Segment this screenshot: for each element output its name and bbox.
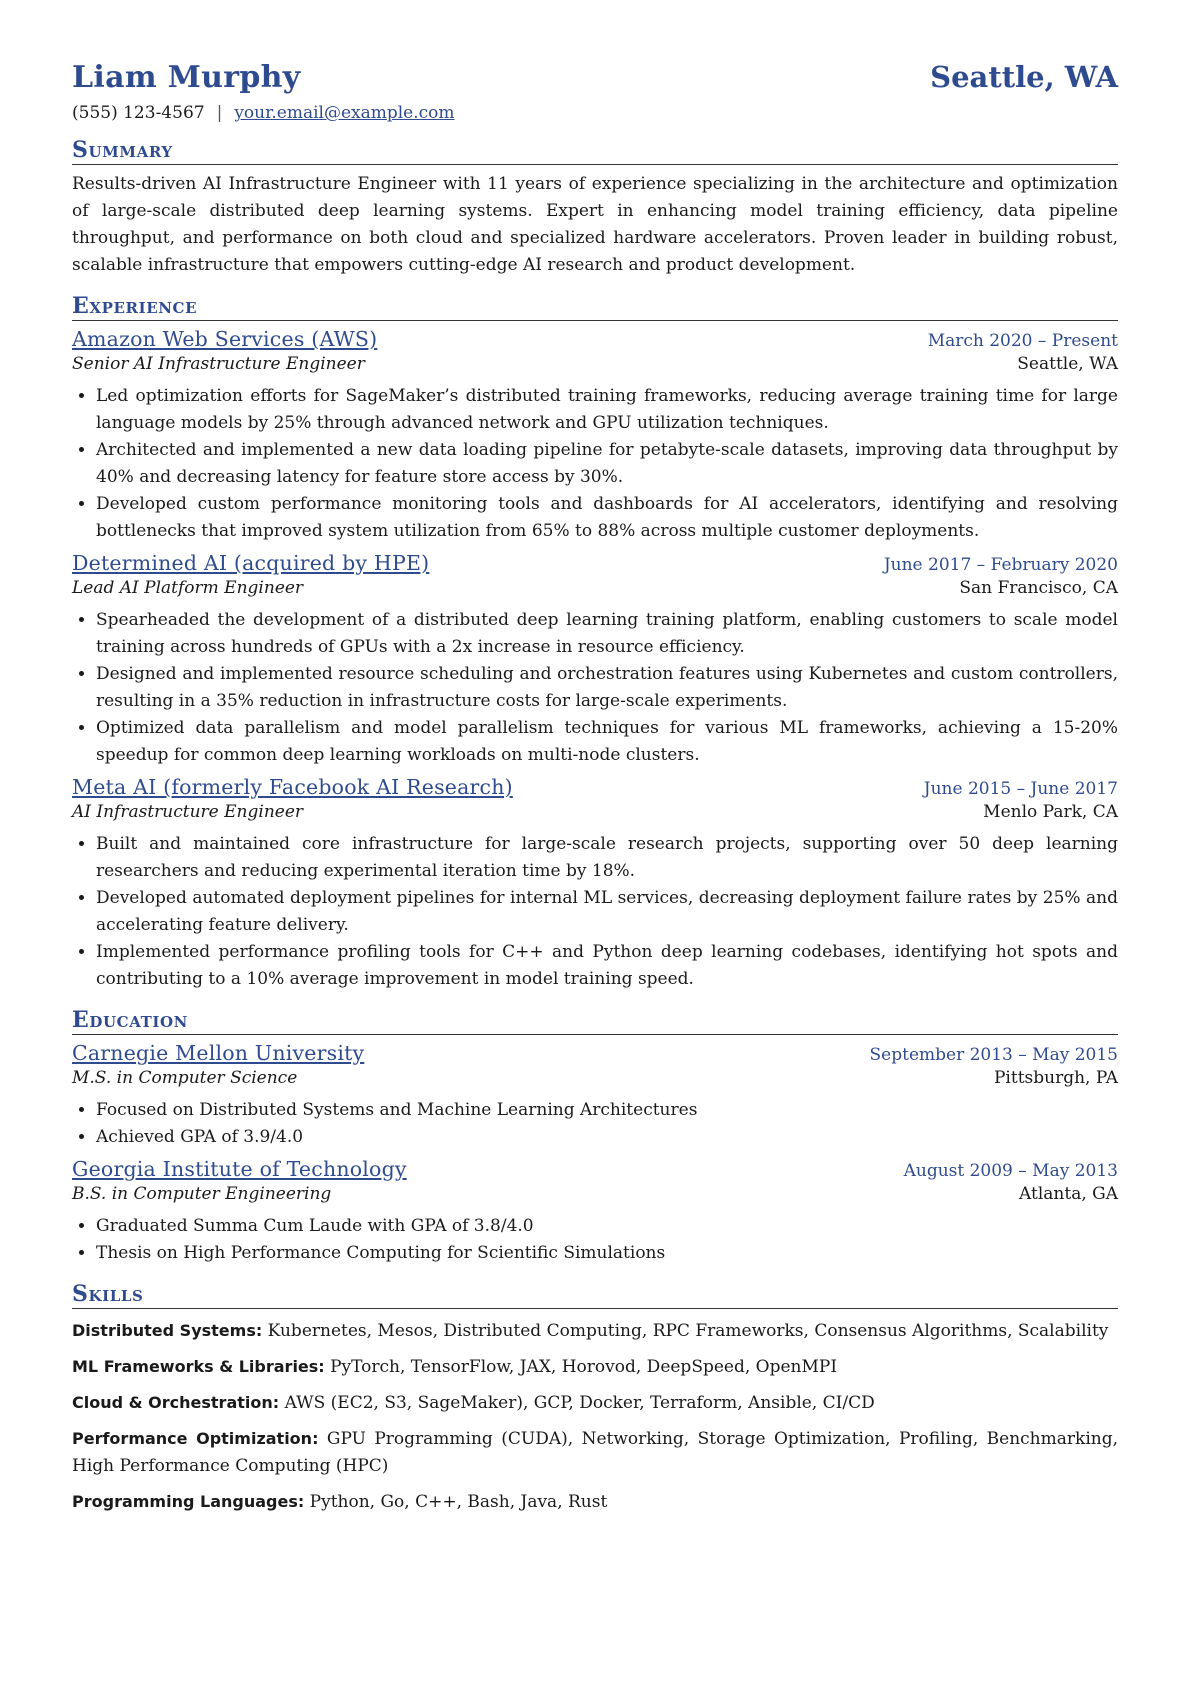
skill-label: Performance Optimization: [72, 1429, 319, 1448]
skill-label: Cloud & Orchestration: [72, 1393, 280, 1412]
experience-heading: Experience [72, 293, 1118, 321]
experience-entry-aws [72, 327, 1118, 545]
list-item: • Thesis on High Performance Computing for Scientific Simulations [96, 1240, 1118, 1267]
education-bullets [72, 1097, 1118, 1151]
education-dates: September 2013 – May 2015 [869, 1045, 1118, 1065]
list-item: • Designed and implemented resource scheduling and orchestration features using Kubernetes and custom controllers, resulting in a 35% reduction in infrastructure costs for large-scale experiments. [96, 661, 1118, 715]
summary-text: Results-driven AI Infrastructure Engineer with 11 years of experience specializing in the architecture and optimization of large-scale distributed deep learning systems. Expert in enhancing model training efficiency, data pipeline throughput, and performance on both cloud and specialized hardware accelerators. Proven leader in building robust, scalable infrastructure that empowers cutting-edge AI research and product development. [72, 174, 1118, 275]
education-place: Pittsburgh, PA [993, 1068, 1118, 1088]
skill-row-distributed-systems [72, 1317, 1118, 1345]
experience-entry-determined [72, 551, 1118, 769]
header [72, 60, 1118, 95]
list-item: • Optimized data parallelism and model parallelism techniques for various ML frameworks, achieving a 15-20% speedup for common deep learning workloads on multi-node clusters. [96, 715, 1118, 769]
experience-dates: June 2017 – February 2020 [883, 555, 1118, 575]
candidate-location: Seattle, WA [930, 60, 1118, 94]
list-item: • Achieved GPA of 3.9/4.0 [96, 1124, 1118, 1151]
list-item: • Implemented performance profiling tools for C++ and Python deep learning codebases, identifying hot spots and contributing to a 10% average improvement in model training speed. [96, 939, 1118, 993]
education-dates: August 2009 – May 2013 [903, 1161, 1118, 1181]
list-item: • Spearheaded the development of a distributed deep learning training platform, enabling customers to scale model training across hundreds of GPUs with a 2x increase in resource efficiency. [96, 607, 1118, 661]
education-place: Atlanta, GA [1019, 1184, 1118, 1204]
experience-bullets [72, 383, 1118, 545]
experience-bullets [72, 607, 1118, 769]
skills-heading: Skills [72, 1281, 1118, 1309]
experience-entry-meta [72, 775, 1118, 993]
education-org-link[interactable]: Carnegie Mellon University [72, 1041, 365, 1065]
experience-dates: June 2015 – June 2017 [923, 779, 1118, 799]
skill-label: ML Frameworks & Libraries: [72, 1357, 325, 1376]
experience-role: AI Infrastructure Engineer [72, 802, 304, 822]
education-entry-cmu [72, 1041, 1118, 1151]
summary-heading: Summary [72, 137, 1118, 165]
experience-org-link[interactable]: Amazon Web Services (AWS) [72, 327, 378, 351]
education-org-link[interactable]: Georgia Institute of Technology [72, 1157, 407, 1181]
skill-row-ml-frameworks [72, 1353, 1118, 1381]
skill-value: Python, Go, C++, Bash, Java, Rust [309, 1492, 608, 1512]
experience-dates: March 2020 – Present [927, 331, 1118, 351]
experience-bullets [72, 831, 1118, 993]
experience-role: Lead AI Platform Engineer [72, 578, 304, 598]
education-degree: M.S. in Computer Science [72, 1068, 298, 1088]
education-entry-gatech [72, 1157, 1118, 1267]
education-bullets [72, 1213, 1118, 1267]
list-item: • Focused on Distributed Systems and Machine Learning Architectures [96, 1097, 1118, 1124]
education-degree: B.S. in Computer Engineering [72, 1184, 332, 1204]
phone-number: (555) 123-4567 [72, 103, 205, 123]
contact-line [72, 103, 1118, 123]
list-item: • Led optimization efforts for SageMaker’s distributed training frameworks, reducing average training time for large language models by 25% through advanced network and GPU utilization techniques. [96, 383, 1118, 437]
list-item: • Architected and implemented a new data loading pipeline for petabyte-scale datasets, improving data throughput by 40% and decreasing latency for feature store access by 30%. [96, 437, 1118, 491]
experience-org-link[interactable]: Determined AI (acquired by HPE) [72, 551, 430, 575]
skill-value: PyTorch, TensorFlow, JAX, Horovod, DeepSpeed, OpenMPI [330, 1357, 838, 1377]
skill-value: GPU Programming (CUDA), Networking, Storage Optimization, Profiling, Benchmarking, High Performance Computing (HPC) [72, 1429, 1118, 1476]
skill-value: Kubernetes, Mesos, Distributed Computing, RPC Frameworks, Consensus Algorithms, Scalability [267, 1321, 1109, 1341]
list-item: • Built and maintained core infrastructure for large-scale research projects, supporting over 50 deep learning researchers and reducing experimental iteration time by 18%. [96, 831, 1118, 885]
contact-separator: | [216, 103, 223, 123]
experience-role: Senior AI Infrastructure Engineer [72, 354, 365, 374]
skill-row-cloud [72, 1389, 1118, 1417]
education-heading: Education [72, 1007, 1118, 1035]
skill-row-languages [72, 1488, 1118, 1516]
experience-place: San Francisco, CA [959, 578, 1118, 598]
skill-label: Programming Languages: [72, 1492, 305, 1511]
list-item: • Graduated Summa Cum Laude with GPA of 3.8/4.0 [96, 1213, 1118, 1240]
experience-org-link[interactable]: Meta AI (formerly Facebook AI Research) [72, 775, 513, 799]
skill-label: Distributed Systems: [72, 1321, 263, 1340]
list-item: • Developed automated deployment pipelines for internal ML services, decreasing deployment failure rates by 25% and accelerating feature delivery. [96, 885, 1118, 939]
candidate-name: Liam Murphy [72, 60, 301, 95]
skill-value: AWS (EC2, S3, SageMaker), GCP, Docker, Terraform, Ansible, CI/CD [284, 1393, 875, 1413]
email-link[interactable]: your.email@example.com [234, 103, 455, 123]
list-item: • Developed custom performance monitoring tools and dashboards for AI accelerators, identifying and resolving bottlenecks that improved system utilization from 65% to 88% across multiple customer deployments. [96, 491, 1118, 545]
experience-place: Menlo Park, CA [983, 802, 1118, 822]
skill-row-performance [72, 1425, 1118, 1480]
experience-place: Seattle, WA [1017, 354, 1118, 374]
